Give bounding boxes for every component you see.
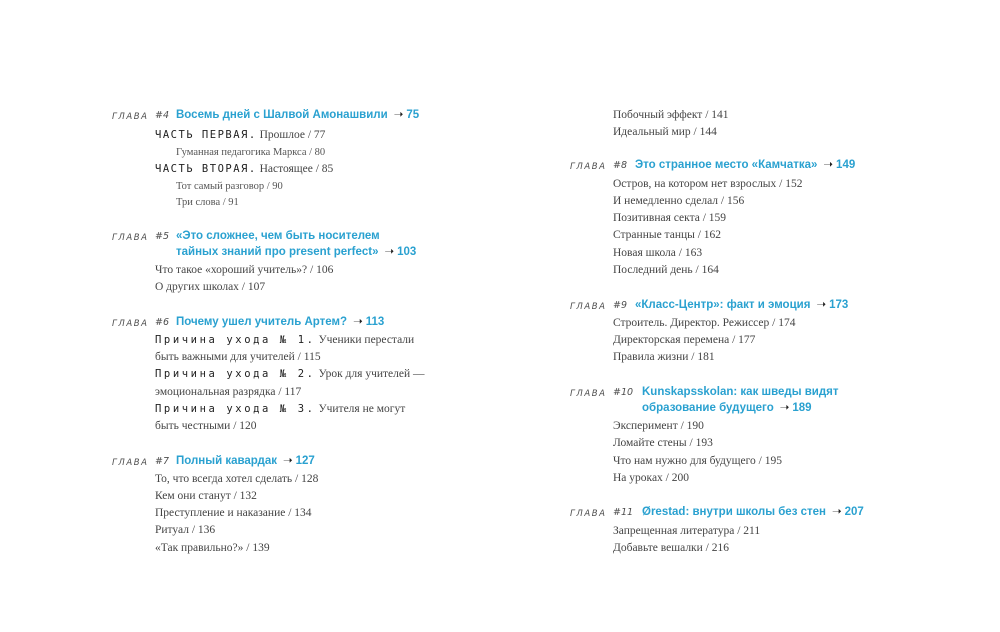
- reason-label: Причина ухода № 2.: [155, 368, 316, 380]
- chapter-title[interactable]: [642, 384, 839, 400]
- chapter-number: #8: [613, 160, 628, 171]
- toc-entry[interactable]: Новая школа / 163: [613, 247, 703, 259]
- chapter-title-text: Это странное место «Камчатка»: [635, 159, 818, 171]
- arrow-right-icon: ➝: [823, 159, 834, 171]
- chapter-title[interactable]: [176, 107, 419, 123]
- chapter-word: ГЛАВА: [112, 112, 149, 122]
- toc-entry[interactable]: Запрещенная литература / 211: [613, 525, 761, 537]
- chapter-title[interactable]: [176, 453, 315, 469]
- entry-text: Учителя не могут: [315, 403, 406, 415]
- toc-entry[interactable]: Кем они станут / 132: [155, 490, 257, 502]
- toc-entry[interactable]: Правила жизни / 181: [613, 351, 715, 363]
- toc-entry[interactable]: Добавьте вешалки / 216: [613, 542, 729, 554]
- chapter-word: ГЛАВА: [112, 458, 149, 468]
- chapter-page: 103: [397, 246, 417, 258]
- arrow-right-icon: ➝: [393, 109, 404, 121]
- chapter-word: ГЛАВА: [570, 302, 607, 312]
- toc-entry[interactable]: Последний день / 164: [613, 264, 719, 276]
- toc-entry[interactable]: Ритуал / 136: [155, 524, 216, 536]
- part-label: ЧАСТЬ ПЕРВАЯ.: [155, 129, 257, 141]
- chapter-page: 207: [844, 506, 864, 518]
- chapter-word: ГЛАВА: [112, 233, 149, 243]
- toc-entry[interactable]: [155, 161, 333, 178]
- chapter-title[interactable]: [642, 400, 812, 416]
- chapter-number: #5: [155, 231, 170, 242]
- toc-entry[interactable]: эмоциональная разрядка / 117: [155, 386, 302, 398]
- toc-subentry[interactable]: Гуманная педагогика Маркса / 80: [176, 147, 326, 158]
- chapter-number: #7: [155, 456, 170, 467]
- chapter-page: 149: [836, 159, 856, 171]
- chapter-title[interactable]: [635, 297, 848, 313]
- toc-entry[interactable]: Странные танцы / 162: [613, 229, 722, 241]
- chapter-title-line-2: тайных знаний про present perfect»: [176, 246, 379, 258]
- toc-entry[interactable]: И немедленно сделал / 156: [613, 195, 745, 207]
- chapter-title[interactable]: [176, 314, 384, 330]
- chapter-title[interactable]: [176, 228, 380, 244]
- entry-text: Настоящее / 85: [256, 163, 334, 175]
- toc-entry[interactable]: Директорская перемена / 177: [613, 334, 756, 346]
- chapter-word: ГЛАВА: [570, 509, 607, 519]
- chapter-title[interactable]: [642, 504, 864, 520]
- chapter-number: #9: [613, 300, 628, 311]
- chapter-title-text: Ørestad: внутри школы без стен: [642, 506, 826, 518]
- chapter-page: 75: [406, 109, 420, 121]
- chapter-title[interactable]: [635, 157, 855, 173]
- toc-entry[interactable]: Что такое «хороший учитель»? / 106: [155, 264, 334, 276]
- chapter-title-text: «Класс-Центр»: факт и эмоция: [635, 299, 811, 311]
- toc-entry[interactable]: быть важными для учителей / 115: [155, 351, 321, 363]
- chapter-title-text: Почему ушел учитель Артем?: [176, 316, 348, 328]
- arrow-right-icon: ➝: [779, 402, 790, 414]
- chapter-title-text: Восемь дней с Шалвой Амонашвили: [176, 109, 388, 121]
- chapter-number: #6: [155, 317, 170, 328]
- toc-subentry[interactable]: Три слова / 91: [176, 197, 239, 208]
- toc-entry[interactable]: быть честными / 120: [155, 420, 257, 432]
- chapter-number: #11: [613, 507, 634, 518]
- toc-entry[interactable]: «Так правильно?» / 139: [155, 542, 270, 554]
- chapter-page: 113: [365, 316, 385, 328]
- chapter-title[interactable]: [176, 244, 416, 260]
- toc-entry[interactable]: Строитель. Директор. Режиссер / 174: [613, 317, 796, 329]
- chapter-title-line-1: Kunskapsskolan: как шведы видят: [642, 386, 839, 398]
- toc-entry[interactable]: [155, 366, 425, 383]
- toc-entry[interactable]: [155, 332, 414, 349]
- toc-entry[interactable]: Эксперимент / 190: [613, 420, 704, 432]
- toc-entry[interactable]: Идеальный мир / 144: [613, 126, 717, 138]
- chapter-title-line-2: образование будущего: [642, 402, 774, 414]
- chapter-page: 173: [829, 299, 849, 311]
- arrow-right-icon: ➝: [283, 455, 293, 467]
- arrow-right-icon: ➝: [816, 299, 827, 311]
- entry-text: Прошлое / 77: [256, 129, 326, 141]
- reason-label: Причина ухода № 3.: [155, 403, 316, 415]
- chapter-page: 189: [792, 402, 812, 414]
- toc-entry[interactable]: То, что всегда хотел сделать / 128: [155, 473, 319, 485]
- chapter-number: #10: [613, 387, 634, 398]
- chapter-word: ГЛАВА: [570, 389, 607, 399]
- toc-entry[interactable]: Остров, на котором нет взрослых / 152: [613, 178, 803, 190]
- toc-entry[interactable]: Побочный эффект / 141: [613, 109, 729, 121]
- arrow-right-icon: ➝: [384, 246, 395, 258]
- toc-entry[interactable]: О других школах / 107: [155, 281, 266, 293]
- entry-text: Ученики перестали: [315, 334, 415, 346]
- chapter-number: #4: [155, 110, 170, 121]
- toc-entry[interactable]: [155, 127, 325, 144]
- entry-text: Урок для учителей —: [315, 368, 425, 380]
- chapter-title-text: Полный кавардак: [176, 455, 277, 467]
- chapter-word: ГЛАВА: [112, 319, 149, 329]
- toc-entry[interactable]: Позитивная секта / 159: [613, 212, 727, 224]
- toc-entry[interactable]: Что нам нужно для будущего / 195: [613, 455, 782, 467]
- reason-label: Причина ухода № 1.: [155, 334, 316, 346]
- toc-subentry[interactable]: Тот самый разговор / 90: [176, 181, 283, 192]
- chapter-page: 127: [295, 455, 315, 467]
- toc-entry[interactable]: [155, 401, 405, 418]
- chapter-title-line-1: «Это сложнее, чем быть носителем: [176, 230, 380, 242]
- chapter-word: ГЛАВА: [570, 162, 607, 172]
- toc-entry[interactable]: Преступление и наказание / 134: [155, 507, 312, 519]
- arrow-right-icon: ➝: [353, 316, 363, 328]
- part-label: ЧАСТЬ ВТОРАЯ.: [155, 163, 257, 175]
- arrow-right-icon: ➝: [832, 506, 842, 518]
- toc-entry[interactable]: На уроках / 200: [613, 472, 689, 484]
- toc-entry[interactable]: Ломайте стены / 193: [613, 437, 713, 449]
